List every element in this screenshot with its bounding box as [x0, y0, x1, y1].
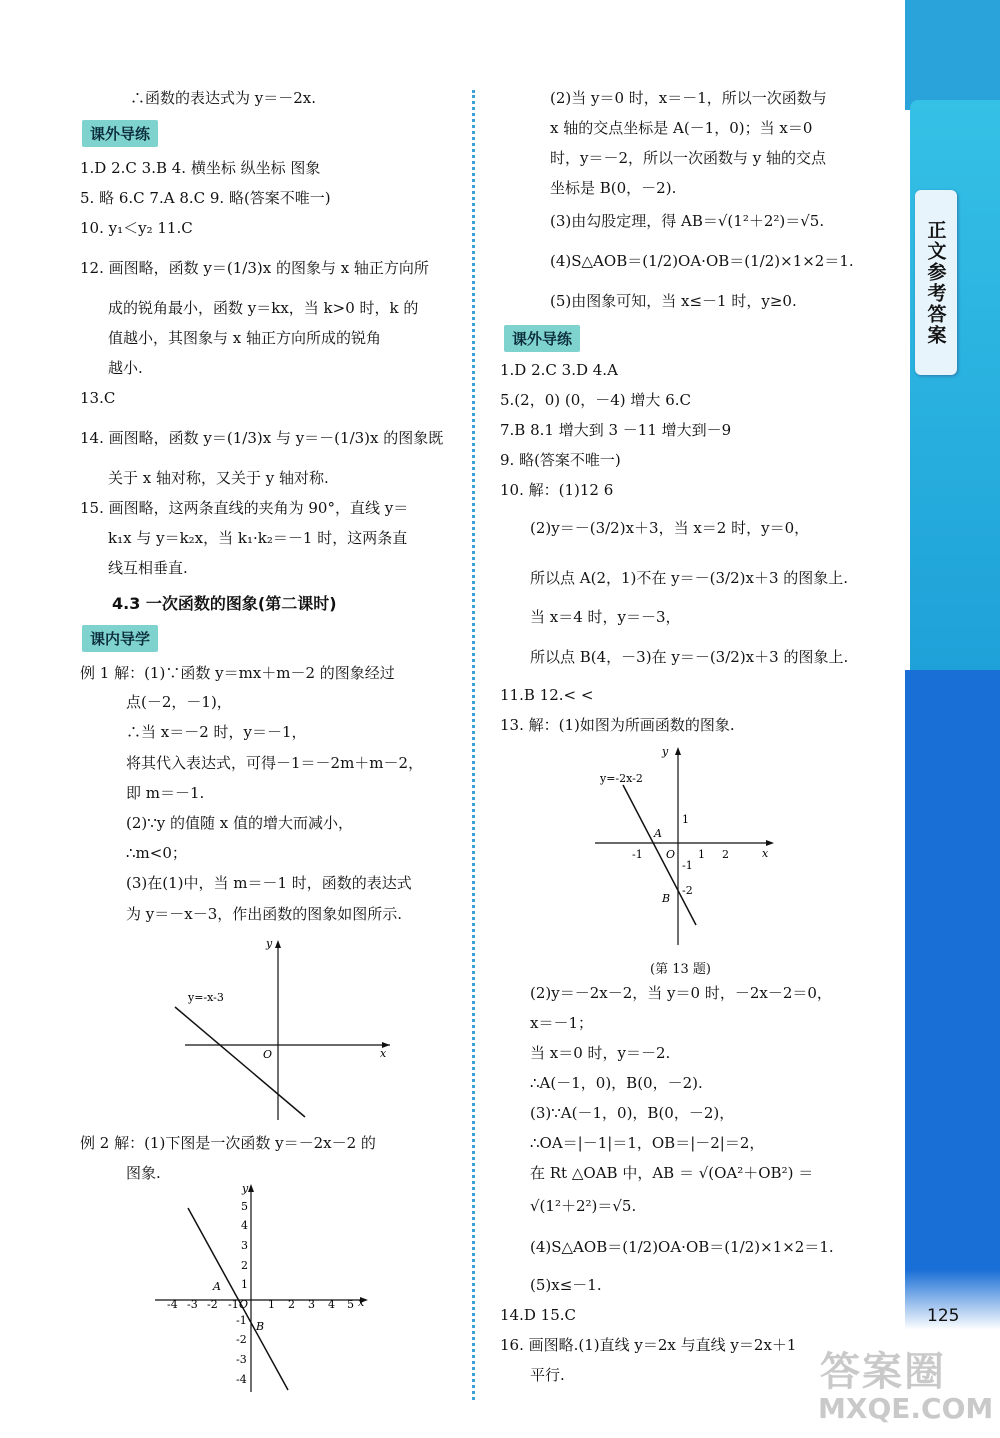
- answer-line: 13.C: [80, 389, 116, 407]
- x-tick: -4: [167, 1298, 178, 1311]
- answer-line: x 轴的交点坐标是 A(－1，0)；当 x＝0: [550, 119, 813, 137]
- point-a-label: A: [213, 1280, 221, 1293]
- answer-line: ∴A(－1，0)，B(0，－2).: [530, 1074, 703, 1092]
- x-tick: -3: [187, 1298, 198, 1311]
- answer-line: 当 x＝0 时，y＝－2.: [530, 1044, 671, 1062]
- answer-line: 例 1 解：(1)∵函数 y＝mx＋m－2 的图象经过: [80, 664, 395, 682]
- side-tab-label: 正文参考答案: [924, 219, 947, 346]
- graph-example-1: [170, 935, 400, 1125]
- graph-example-2: [150, 1180, 380, 1395]
- answer-line: (4)S△AOB＝(1/2)OA·OB＝(1/2)×1×2＝1.: [550, 252, 854, 270]
- answer-line: (5)由图象可知，当 x≤－1 时，y≥0.: [550, 292, 797, 310]
- graph-question-13: [590, 745, 780, 950]
- origin-label: O: [263, 1048, 273, 1061]
- answer-line: 11.B 12.< <: [500, 686, 594, 704]
- axis-x-label: x: [380, 1047, 387, 1060]
- answer-line: 例 2 解：(1)下图是一次函数 y＝－2x－2 的: [80, 1134, 376, 1152]
- answer-line: 9. 略(答案不唯一): [500, 451, 621, 469]
- side-band-top: [905, 0, 1000, 110]
- y-tick: -1: [236, 1314, 247, 1327]
- answer-line: 16. 画图略.(1)直线 y＝2x 与直线 y＝2x＋1: [500, 1336, 797, 1354]
- answer-line: ∴m<0；: [126, 844, 187, 862]
- answer-line: 所以点 A(2，1)不在 y＝－(3/2)x＋3 的图象上.: [530, 569, 849, 587]
- answer-line: (3)在(1)中，当 m＝－1 时，函数的表达式: [126, 874, 412, 892]
- x-tick: 2: [722, 848, 729, 861]
- y-ticks: [236, 1200, 248, 1386]
- y-tick: 1: [241, 1278, 248, 1291]
- axis-y-label: y: [266, 937, 273, 950]
- section-title: 4.3 一次函数的图象(第二课时): [112, 594, 337, 613]
- answer-line: 5. 略 6.C 7.A 8.C 9. 略(答案不唯一): [80, 189, 331, 207]
- figure-caption: (第 13 题): [650, 962, 711, 977]
- answer-line: 10. y₁＜y₂ 11.C: [80, 219, 193, 237]
- axis-y-label: y: [662, 745, 669, 758]
- section-header-kenei: 课内导学: [82, 625, 158, 652]
- y-tick: -3: [236, 1353, 247, 1366]
- answer-line: 12. 画图略，函数 y＝(1/3)x 的图象与 x 轴正方向所: [80, 259, 429, 277]
- answer-line: 15. 画图略，这两条直线的夹角为 90°，直线 y＝: [80, 499, 409, 517]
- answer-line: 13. 解：(1)如图为所画函数的图象.: [500, 716, 735, 734]
- y-tick: 1: [682, 813, 689, 826]
- side-band-bottom: [905, 670, 1000, 1310]
- point-b-label: B: [662, 892, 671, 905]
- answer-line: 为 y＝－x－3，作出函数的图象如图所示.: [126, 905, 403, 923]
- x-tick: -1: [632, 848, 643, 861]
- watermark-logo: 答案圈: [820, 1349, 946, 1395]
- answer-line: (5)x≤－1.: [530, 1276, 602, 1294]
- answer-line: 14.D 15.C: [500, 1306, 576, 1324]
- x-tick: 1: [698, 848, 705, 861]
- graph-line-label: y=-x-3: [188, 991, 224, 1004]
- x-tick: 2: [288, 1298, 295, 1311]
- answer-line: 成的锐角最小，函数 y＝kx，当 k>0 时，k 的: [108, 299, 419, 317]
- y-tick: -2: [682, 884, 693, 897]
- axis-x-label: x: [762, 847, 769, 860]
- axis-x-label: x: [358, 1296, 365, 1309]
- answer-line: (2)y＝－2x－2，当 y＝0 时，－2x－2＝0，: [530, 984, 832, 1002]
- x-tick: -2: [207, 1298, 218, 1311]
- answer-line: 即 m＝－1.: [126, 784, 205, 802]
- y-tick: -1: [682, 859, 693, 872]
- answer-line: ∴OA＝|－1|＝1，OB＝|－2|＝2，: [530, 1134, 765, 1152]
- answer-line: 越小.: [108, 359, 143, 377]
- answer-line: 在 Rt △OAB 中，AB ＝ √(OA²＋OB²) ＝: [530, 1164, 814, 1182]
- origin-label: O: [666, 848, 676, 861]
- x-tick: 1: [268, 1298, 275, 1311]
- axis-y-label: y: [242, 1182, 249, 1195]
- answer-line: 线互相垂直.: [108, 559, 188, 577]
- x-tick: 4: [328, 1298, 335, 1311]
- answer-line: (2)y＝－(3/2)x＋3，当 x＝2 时，y＝0，: [530, 519, 810, 537]
- y-tick: -4: [236, 1373, 247, 1386]
- page-number: 125: [927, 1306, 960, 1326]
- answer-line: 点(－2，－1)，: [126, 693, 232, 711]
- y-tick: -2: [236, 1333, 247, 1346]
- answer-line: 平行.: [530, 1366, 565, 1384]
- answer-line: (2)∵y 的值随 x 值的增大而减小，: [126, 814, 354, 832]
- answer-line: ∴函数的表达式为 y＝－2x.: [130, 89, 317, 107]
- answer-line: 5.(2，0) (0，－4) 增大 6.C: [500, 391, 691, 409]
- answer-line: 10. 解：(1)12 6: [500, 481, 614, 499]
- side-tab: [915, 190, 957, 375]
- answer-line: 将其代入表达式，可得－1＝－2m＋m－2，: [126, 754, 424, 772]
- answer-line: 1.D 2.C 3.B 4. 横坐标 纵坐标 图象: [80, 159, 321, 177]
- point-b-label: B: [256, 1320, 265, 1333]
- answer-line: (3)由勾股定理，得 AB＝√(1²＋2²)＝√5.: [550, 212, 825, 230]
- column-divider: [472, 90, 475, 1400]
- x-tick: -1: [228, 1298, 239, 1311]
- y-tick: 4: [241, 1219, 248, 1232]
- answer-line: √(1²＋2²)＝√5.: [530, 1197, 637, 1215]
- answer-line: 值越小，其图象与 x 轴正方向所成的锐角: [108, 329, 381, 347]
- graph-line-label: y=-2x-2: [600, 772, 643, 785]
- answer-line: ∴当 x＝－2 时，y＝－1，: [126, 723, 307, 741]
- answer-line: 关于 x 轴对称，又关于 y 轴对称.: [108, 469, 329, 487]
- side-band-mid: [910, 100, 1000, 670]
- answer-line: 所以点 B(4，－3)在 y＝－(3/2)x＋3 的图象上.: [530, 648, 849, 666]
- answer-line: 14. 画图略，函数 y＝(1/3)x 与 y＝－(1/3)x 的图象既: [80, 429, 444, 447]
- answer-line: (3)∵A(－1，0)，B(0，－2)，: [530, 1104, 735, 1122]
- point-a-label: A: [654, 827, 662, 840]
- y-tick: 2: [241, 1259, 248, 1272]
- answer-line: (2)当 y＝0 时，x＝－1，所以一次函数与: [550, 89, 827, 107]
- section-header-kewai-1: 课外导练: [82, 120, 158, 147]
- answer-line: 当 x＝4 时，y＝－3，: [530, 608, 681, 626]
- section-header-kewai-2: 课外导练: [504, 325, 580, 352]
- origin-label: O: [239, 1298, 249, 1311]
- answer-line: x＝－1；: [530, 1014, 594, 1032]
- x-tick: 5: [347, 1298, 354, 1311]
- watermark-url: MXQE.COM: [818, 1392, 994, 1425]
- y-tick: 3: [241, 1239, 248, 1252]
- y-tick: 5: [241, 1200, 248, 1213]
- answer-line: 7.B 8.1 增大到 3 －11 增大到－9: [500, 421, 732, 439]
- answer-line: 1.D 2.C 3.D 4.A: [500, 361, 618, 379]
- answer-line: 坐标是 B(0，－2).: [550, 179, 677, 197]
- answer-line: 时，y＝－2，所以一次函数与 y 轴的交点: [550, 149, 827, 167]
- answer-line: k₁x 与 y＝k₂x，当 k₁·k₂＝－1 时，这两条直: [108, 529, 408, 547]
- x-tick: 3: [308, 1298, 315, 1311]
- answer-line: 图象.: [126, 1164, 161, 1182]
- answer-line: (4)S△AOB＝(1/2)OA·OB＝(1/2)×1×2＝1.: [530, 1238, 834, 1256]
